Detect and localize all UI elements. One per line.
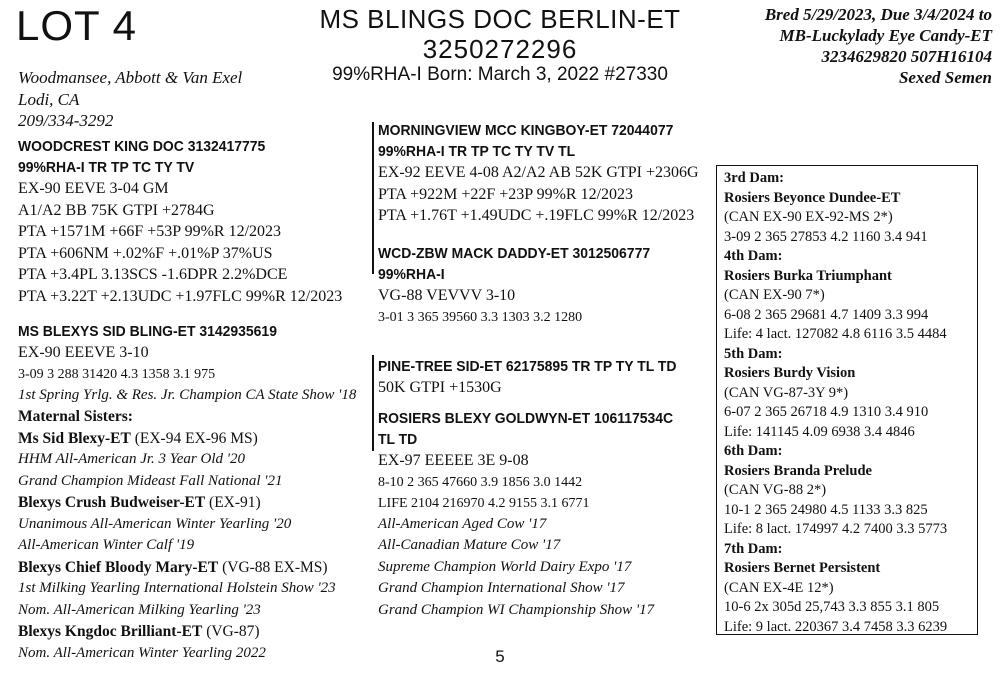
dam-detail: (CAN VG-88 2*) xyxy=(724,482,827,498)
dam-detail: (CAN EX-90 EX-92-MS 2*) xyxy=(724,209,893,225)
dam-name: Rosiers Beyonce Dundee-ET xyxy=(724,189,901,206)
dam-detail: Life: 8 lact. 174997 4.2 7400 3.3 5773 xyxy=(724,521,948,537)
dam-sire-block xyxy=(378,356,713,399)
sire-heading-2: 99%RHA-I TR TP TC TY TV xyxy=(18,159,195,176)
dam-name: Rosiers Bernet Persistent xyxy=(724,560,881,576)
breeding-info xyxy=(765,4,992,88)
dam-sire-heading: PINE-TREE SID-ET 62175895 TR TP TY TL TD xyxy=(378,358,677,375)
pedigree-bracket-top xyxy=(372,122,374,274)
consignor-name: Woodmansee, Abbott & Van Exel xyxy=(18,68,243,87)
sister-name: Blexys Crush Budweiser-ET (EX-91) xyxy=(18,494,261,511)
registration-number: 3250272296 xyxy=(422,34,578,64)
dam-detail: 6-07 2 365 26718 4.9 1310 3.4 910 xyxy=(724,404,929,420)
dam-detail: Life: 4 lact. 127082 4.8 6116 3.5 4484 xyxy=(724,326,947,342)
granddam-heading: ROSIERS BLEXY GOLDWYN-ET 106117534C xyxy=(378,410,674,427)
page-number: 5 xyxy=(495,647,505,666)
dam-label: 6th Dam: xyxy=(724,443,783,459)
consignor xyxy=(18,67,242,132)
dam-sire-line: 50K GTPI +1530G xyxy=(378,379,502,396)
left-column xyxy=(18,136,363,664)
sire-sire-heading: MORNINGVIEW MCC KINGBOY-ET 72044077 xyxy=(378,122,674,139)
sister-note: 1st Milking Yearling International Holstein Show '23 xyxy=(18,580,336,596)
sister-note: All-American Winter Calf '19 xyxy=(18,537,195,553)
dam-name: Rosiers Burka Triumphant xyxy=(724,267,892,284)
lot-number: LOT 4 xyxy=(16,2,137,49)
granddam-record: LIFE 2104 216970 4.2 9155 3.1 6771 xyxy=(378,495,590,511)
dam-detail: (CAN EX-4E 12*) xyxy=(724,579,834,596)
sire-dam-record: 3-01 3 365 39560 3.3 1303 3.2 1280 xyxy=(378,309,583,325)
dam-label: 5th Dam: xyxy=(724,345,783,362)
sire-dam-block xyxy=(378,243,713,328)
granddam-note: All-American Aged Cow '17 xyxy=(378,515,547,532)
sire-line: PTA +606NM +.02%F +.01%P 37%US xyxy=(18,244,273,262)
dam-detail: 10-1 2 365 24980 4.5 1133 3.3 825 xyxy=(724,501,928,518)
sire-dam-line: VG-88 VEVVV 3-10 xyxy=(378,287,516,304)
dam-heading: MS BLEXYS SID BLING-ET 3142935619 xyxy=(18,323,277,340)
granddam-block xyxy=(378,408,713,621)
granddam-note: Grand Champion International Show '17 xyxy=(378,580,625,596)
pedigree-bracket-bottom xyxy=(372,355,374,451)
dam-label: 4th Dam: xyxy=(724,248,783,264)
animal-name: MS BLINGS DOC BERLIN-ET xyxy=(319,4,681,34)
sire-dam-heading-2: 99%RHA-I xyxy=(378,266,445,283)
dam-note: 1st Spring Yrlg. & Res. Jr. Champion CA State Show '18 xyxy=(18,386,357,403)
maternal-sisters-label: Maternal Sisters: xyxy=(18,408,133,425)
sire-sire-line: PTA +922M +22F +23P 99%R 12/2023 xyxy=(378,185,634,203)
sire-line: PTA +3.4PL 3.13SCS -1.6DPR 2.2%DCE xyxy=(18,266,288,283)
sister-note: Grand Champion Mideast Fall National '21 xyxy=(18,472,283,489)
dam-detail: 6-08 2 365 29681 4.7 1409 3.3 994 xyxy=(724,306,929,323)
dam-detail: 10-6 2x 305d 25,743 3.3 855 3.1 805 xyxy=(724,599,940,615)
sister-name: Blexys Chief Bloody Mary-ET (VG-88 EX-MS) xyxy=(18,558,328,576)
sire-sire-block xyxy=(378,120,713,227)
dam-label: 7th Dam: xyxy=(724,540,783,557)
sire-line: EX-90 EEVE 3-04 GM xyxy=(18,180,169,197)
granddam-note: All-Canadian Mature Cow '17 xyxy=(378,537,561,553)
sister-note: Unanimous All-American Winter Yearling '20 xyxy=(18,515,292,532)
dam-detail: Life: 9 lact. 220367 3.4 7458 3.3 6239 xyxy=(724,618,948,635)
animal-info: 99%RHA-I Born: March 3, 2022 #27330 xyxy=(332,64,668,85)
sire-line: PTA +1571M +66F +53P 99%R 12/2023 xyxy=(18,223,282,240)
sire-heading: WOODCREST KING DOC 3132417775 xyxy=(18,138,266,155)
bred-line: 3234629820 507H16104 xyxy=(821,47,992,66)
granddam-record: 8-10 2 365 47660 3.9 1856 3.0 1442 xyxy=(378,474,583,490)
dams-box xyxy=(716,165,978,635)
dam-detail: 3-09 2 365 27853 4.2 1160 3.4 941 xyxy=(724,228,928,245)
sire-line: A1/A2 BB 75K GTPI +2784G xyxy=(18,201,215,219)
granddam-heading-2: TL TD xyxy=(378,431,418,448)
sire-sire-line: PTA +1.76T +1.49UDC +.19FLC 99%R 12/2023 xyxy=(378,207,695,224)
consignor-phone: 209/334-3292 xyxy=(18,111,114,130)
granddam-note: Grand Champion WI Championship Show '17 xyxy=(378,601,655,618)
dam-name: Rosiers Burdy Vision xyxy=(724,365,856,381)
sire-dam-heading: WCD-ZBW MACK DADDY-ET 3012506777 xyxy=(378,245,651,262)
dam-name: Rosiers Branda Prelude xyxy=(724,462,872,479)
sister-name: Blexys Kngdoc Brilliant-ET (VG-87) xyxy=(18,623,260,640)
dam-detail: Life: 141145 4.09 6938 3.4 4846 xyxy=(724,423,915,440)
dam-label: 3rd Dam: xyxy=(724,170,785,186)
consignor-city: Lodi, CA xyxy=(18,89,80,109)
granddam-note: Supreme Champion World Dairy Expo '17 xyxy=(378,558,632,575)
dam-detail: (CAN EX-90 7*) xyxy=(724,287,825,303)
sire-sire-line: EX-92 EEVE 4-08 A2/A2 AB 52K GTPI +2306G xyxy=(378,164,699,181)
bred-line: Sexed Semen xyxy=(898,68,992,87)
bred-line: Bred 5/29/2023, Due 3/4/2024 to xyxy=(764,5,992,24)
bred-line: MB-Luckylady Eye Candy-ET xyxy=(779,26,992,45)
sister-note: Nom. All-American Winter Yearling 2022 xyxy=(18,644,266,661)
granddam-line: EX-97 EEEEE 3E 9-08 xyxy=(378,452,529,469)
sister-name: Ms Sid Blexy-ET (EX-94 EX-96 MS) xyxy=(18,429,258,447)
dam-record: 3-09 3 288 31420 4.3 1358 3.1 975 xyxy=(18,366,216,382)
dam-detail: (CAN VG-87-3Y 9*) xyxy=(724,384,849,401)
sister-note: HHM All-American Jr. 3 Year Old '20 xyxy=(18,451,245,467)
dam-line: EX-90 EEEVE 3-10 xyxy=(18,344,149,361)
sister-note: Nom. All-American Milking Yearling '23 xyxy=(18,601,261,618)
sire-sire-heading-2: 99%RHA-I TR TP TC TY TV TL xyxy=(378,143,576,160)
sire-line: PTA +3.22T +2.13UDC +1.97FLC 99%R 12/2023 xyxy=(18,287,343,305)
